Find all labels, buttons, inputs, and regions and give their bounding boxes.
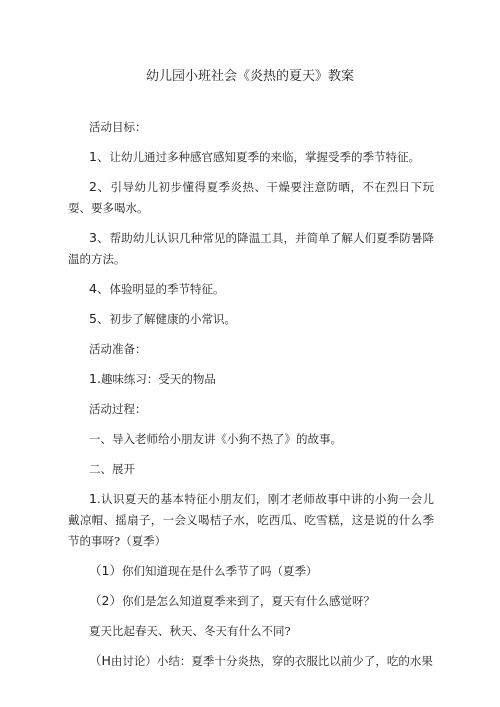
paragraph-text: 二、展开	[89, 462, 135, 476]
paragraph-text: 活动目标：	[89, 120, 147, 134]
paragraph-process-intro	[68, 428, 434, 450]
paragraph-goals-heading	[68, 116, 434, 138]
paragraph-summary	[68, 650, 434, 672]
paragraph-question-1	[68, 560, 434, 582]
paragraph-goal-1	[68, 146, 434, 168]
paragraph-number: 1.	[89, 371, 101, 386]
paragraph-goal-4	[68, 278, 434, 300]
paragraph-text: 初步了解健康的小常识。	[109, 312, 236, 326]
paragraph-text: 趣味练习：受天的物品	[100, 372, 216, 386]
paragraph-prep-1	[68, 368, 434, 390]
paragraph-goal-2	[68, 176, 434, 219]
paragraph-text: 引导幼儿初步懂得夏季炎热、干燥要注意防晒，不在烈日下玩耍、要多喝水。	[68, 180, 435, 215]
paragraph-text: 体验明显的季节特征。	[109, 282, 225, 296]
paragraph-text: 由讨论）小结：夏季十分炎热，穿的衣服比以前少了，吃的水果	[110, 654, 433, 668]
paragraph-text: 你们知道现在是什么季节了吗（夏季）	[121, 564, 318, 578]
paragraph-number: （1）	[89, 563, 122, 578]
paragraph-text: 一、导入老师给小朋友讲《小狗不热了》的故事。	[89, 432, 342, 446]
paragraph-goal-3	[68, 227, 434, 270]
document-title: 幼儿园小班社会《炎热的夏天》教案	[145, 69, 354, 84]
paragraph-prep-heading	[68, 338, 434, 360]
paragraph-question-3	[68, 620, 434, 642]
paragraph-text: 你们是怎么知道夏季来到了，夏天有什么感觉呀？	[121, 594, 375, 608]
paragraph-number: 5、	[89, 311, 110, 326]
paragraph-text: 活动准备：	[89, 342, 147, 356]
paragraph-text: .认识夏天的基本特征小朋友们，刚才老师故事中讲的小狗一会儿戴凉帽、摇扇子，一会义喝桔子水，吃西瓜、吃雪糕，这是说的什么季节的事呀?（夏季）	[68, 492, 434, 548]
paragraph-text: 夏天比起春天、秋天、冬天有什么不同?	[89, 624, 291, 638]
paragraph-goal-5	[68, 308, 434, 330]
paragraph-number: （2）	[89, 593, 122, 608]
paragraph-text: 让幼儿通过多种感官感知夏季的来临，掌握受季的季节特征。	[109, 150, 420, 164]
paragraph-process-heading	[68, 398, 434, 420]
paragraph-number: 3、	[89, 230, 110, 245]
paragraph-text: 活动过程：	[89, 402, 147, 416]
document-body	[68, 116, 434, 680]
paragraph-number: （H	[89, 653, 111, 668]
paragraph-text: 帮助幼儿认识几种常见的降温工具，并简单了解人们夏季防暑降温的方法。	[68, 231, 435, 266]
paragraph-number: 1	[89, 491, 97, 506]
paragraph-number: 2、	[89, 179, 111, 194]
paragraph-question-2	[68, 590, 434, 612]
paragraph-summer-features	[68, 488, 434, 552]
paragraph-process-expand	[68, 458, 434, 480]
paragraph-number: 4、	[89, 281, 110, 296]
paragraph-number: 1、	[89, 149, 110, 164]
